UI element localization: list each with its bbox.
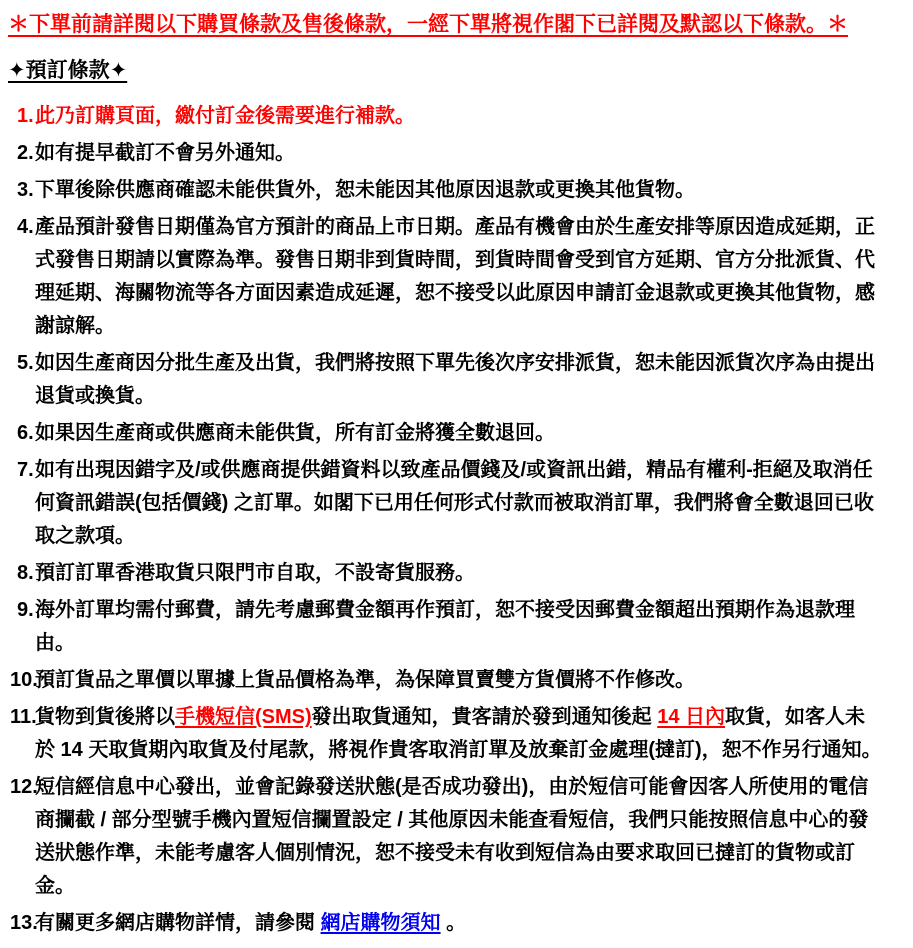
- term-text: 預訂訂單香港取貨只限門市自取，不設寄貨服務。: [35, 562, 475, 584]
- item-number: 2.: [17, 142, 34, 164]
- terms-list: [8, 100, 913, 940]
- section-title: ✦預訂條款✦: [8, 59, 128, 82]
- term-item-2: [8, 137, 913, 170]
- item-number: 1.: [17, 105, 34, 127]
- item-number: 8.: [17, 562, 34, 584]
- term-item-7: [8, 454, 913, 553]
- term-text: 短信經信息中心發出，並會記錄發送狀態(是否成功發出)，由於短信可能會因客人所使用的電信商攔截 / 部分型號手機內置短信攔置設定 / 其他原因未能查看短信，我們只能按照信息中心的發送狀態作準，未能考慮客人個別情況，恕不接受未有收到短信為由要求取回已撻訂的貨物或訂金。: [35, 776, 869, 897]
- item-number: 11.: [10, 706, 37, 728]
- term-text: 如因生產商因分批生產及出貨，我們將按照下單先後次序安排派貨，恕未能因派貨次序為由提出退貨或換貨。: [35, 352, 875, 407]
- item-number: 10.: [10, 669, 38, 691]
- item-number: 9.: [17, 599, 34, 621]
- item-number: 12.: [10, 776, 38, 798]
- term-text: 如有出現因錯字及/或供應商提供錯資料以致產品價錢及/或資訊出錯，精品有權利-拒絕及取消任何資訊錯誤(包括價錢) 之訂單。如閣下已用任何形式付款而被取消訂單，我們將會全數退回已收取之款項。: [35, 459, 874, 547]
- term-item-11: [8, 701, 913, 767]
- term-text: [35, 701, 885, 767]
- term-item-1: [8, 100, 913, 133]
- term-text-segment: 貨物到貨後將以: [35, 706, 175, 728]
- term-text: 產品預計發售日期僅為官方預計的商品上市日期。產品有機會由於生產安排等原因造成延期，正式發售日期請以實際為準。發售日期非到貨時間，到貨時間會受到官方延期、官方分批派貨、代理延期、海關物流等各方面因素造成延遲，恕不接受以此原因申請訂金退款或更換其他貨物，感謝諒解。: [35, 216, 875, 337]
- term-item-5: [8, 347, 913, 413]
- term-text: 海外訂單均需付郵費，請先考慮郵費金額再作預訂，恕不接受因郵費金額超出預期作為退款理由。: [35, 599, 855, 654]
- term-item-8: [8, 557, 913, 590]
- item-number: 6.: [17, 422, 34, 444]
- term-item-4: [8, 211, 913, 343]
- purchase-warning-banner: ＊下單前請詳閱以下購買條款及售後條款，一經下單將視作閣下已詳閱及默認以下條款。＊: [8, 13, 848, 36]
- term-text: 下單後除供應商確認未能供貨外，恕未能因其他原因退款或更換其他貨物。: [35, 179, 695, 201]
- term-text: 預訂貨品之單價以單據上貨品價格為準，為保障買賣雙方貨價將不作修改。: [35, 669, 695, 691]
- item-number: 3.: [17, 179, 34, 201]
- term-text: [35, 907, 885, 940]
- item-number: 7.: [17, 459, 34, 481]
- term-text-segment: 發出取貨通知，貴客請於發到通知後起: [311, 706, 658, 728]
- term-text: 如果因生產商或供應商未能供貨，所有訂金將獲全數退回。: [35, 422, 555, 444]
- item-number: 5.: [17, 352, 34, 374]
- term-text-segment: 有關更多網店購物詳情，請參閱: [35, 912, 321, 934]
- term-item-10: [8, 664, 913, 697]
- item-number: 4.: [17, 216, 34, 238]
- term-item-6: [8, 417, 913, 450]
- term-text-segment: 取貨，如客人未於 14 天取貨期內取貨及付尾款，將視作貴客取消訂單及放棄訂金處理(撻訂)，恕不作另行通知。: [35, 706, 882, 761]
- item-number: 13.: [10, 912, 38, 934]
- term-item-9: [8, 594, 913, 660]
- term-item-12: [8, 771, 913, 903]
- sms-notice-highlight: 手機短信(SMS): [175, 706, 312, 728]
- term-text: 如有提早截訂不會另外通知。: [35, 142, 295, 164]
- term-text-segment: 。: [440, 912, 467, 934]
- store-shopping-guide-link[interactable]: 網店購物須知: [320, 912, 441, 934]
- term-text: 此乃訂購頁面，繳付訂金後需要進行補款。: [35, 105, 415, 127]
- term-item-3: [8, 174, 913, 207]
- pickup-deadline-highlight: 14 日內: [657, 706, 726, 728]
- term-item-13: [8, 907, 913, 940]
